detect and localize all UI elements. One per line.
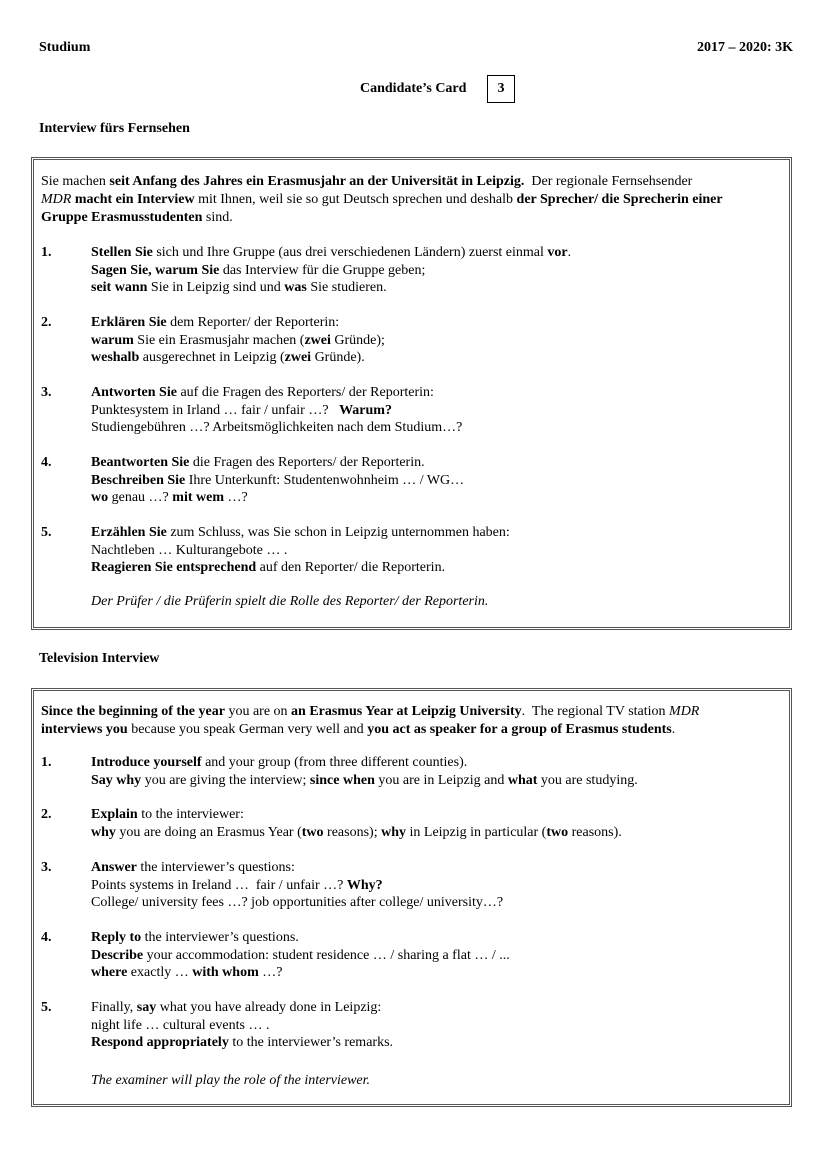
german-intro: [41, 173, 781, 227]
english-intro: [41, 703, 781, 739]
bold-text: der Sprecher/ die Sprecherin einer: [516, 192, 723, 207]
text: you are on: [224, 704, 292, 719]
bold-text: wo: [91, 490, 109, 506]
text: reasons).: [568, 824, 622, 840]
bold-text: Since the beginning of the year: [41, 704, 225, 719]
text: Gründe).: [311, 350, 365, 366]
text: Sie ein Erasmusjahr machen (: [133, 332, 305, 348]
bold-text: seit Anfang des Jahres ein Erasmusjahr an der Universität in Leipzig.: [109, 174, 525, 189]
bold-text: seit wann: [91, 280, 148, 296]
text: Sie in Leipzig sind und: [147, 280, 285, 296]
text: Der regionale Fernsehsender: [524, 174, 693, 189]
task-lines: [91, 999, 781, 1052]
text: das Interview für die Gruppe geben;: [219, 262, 426, 278]
bold-text: Answer: [91, 860, 137, 875]
text: you are in Leipzig and: [374, 772, 508, 788]
intro-line: [41, 173, 781, 191]
text: …?: [223, 490, 248, 506]
bold-text: Respond appropriately: [91, 1035, 229, 1051]
text: because you speak German very well and: [127, 722, 368, 737]
task-number: 4.: [41, 930, 52, 945]
intro-line: [41, 721, 781, 739]
english-section-title: Television Interview: [39, 651, 160, 666]
text: night life … cultural events … .: [91, 1017, 270, 1033]
task-line: [91, 754, 781, 772]
bold-text: vor: [547, 245, 568, 260]
task-lines: [91, 859, 781, 912]
task-line: [91, 419, 781, 437]
task-lines: [91, 244, 781, 297]
text: sich und Ihre Gruppe (aus drei verschiedenen Ländern) zuerst einmal: [152, 245, 548, 260]
intro-line: [41, 703, 781, 721]
bold-text: Beschreiben Sie: [91, 472, 186, 488]
task-line: [91, 964, 781, 982]
bold-text: say: [136, 1000, 157, 1015]
bold-text: mit wem: [172, 490, 224, 506]
task-line: [91, 824, 781, 842]
task-line: [91, 262, 781, 280]
bold-text: Stellen Sie: [91, 245, 153, 260]
bold-text: why: [381, 824, 406, 840]
text: what you have already done in Leipzig:: [156, 1000, 382, 1015]
bold-text: Gruppe Erasmusstudenten: [41, 210, 203, 225]
task-number: 4.: [41, 455, 52, 470]
german-card: [31, 157, 792, 630]
text: you are giving the interview;: [141, 772, 310, 788]
task-line: [91, 279, 781, 297]
task-lines: [91, 754, 781, 789]
bold-text: Why?: [346, 877, 383, 893]
bold-text: why: [91, 824, 116, 840]
task-line: [91, 384, 781, 402]
task-lines: [91, 314, 781, 367]
bold-text: Reply to: [91, 930, 142, 945]
task-line: [91, 402, 781, 420]
text: auf den Reporter/ die Reporterin.: [256, 560, 446, 576]
text: Gründe);: [330, 332, 385, 348]
text: genau …?: [108, 490, 173, 506]
bold-text: macht ein Interview: [71, 192, 195, 207]
intro-line: [41, 191, 781, 209]
header-subject: Studium: [39, 40, 91, 55]
text: .: [671, 722, 676, 737]
bold-text: zwei: [304, 332, 331, 348]
bold-text: Erzählen Sie: [91, 525, 167, 540]
text: die Fragen des Reporters/ der Reporterin.: [189, 455, 425, 470]
bold-text: Warum?: [339, 402, 392, 418]
task-number: 2.: [41, 315, 52, 330]
bold-text: Reagieren Sie entsprechend: [91, 560, 257, 576]
task-lines: [91, 454, 781, 507]
bold-text: two: [546, 824, 569, 840]
bold-text: you act as speaker for a group of Erasmus students: [367, 722, 672, 737]
task-line: [91, 877, 781, 895]
task-line: [91, 559, 781, 577]
german-section-title: Interview fürs Fernsehen: [39, 121, 190, 136]
text: Punktesystem in Irland … fair / unfair …?: [91, 402, 340, 418]
bold-text: weshalb: [91, 350, 140, 366]
text: dem Reporter/ der Reporterin:: [166, 315, 340, 330]
bold-text: two: [301, 824, 324, 840]
task-line: [91, 859, 781, 877]
task-line: [91, 894, 781, 912]
bold-text: Introduce yourself: [91, 755, 202, 770]
text: you are studying.: [537, 772, 638, 788]
text: Sie studieren.: [306, 280, 387, 296]
text: .: [567, 245, 572, 260]
task-number: 1.: [41, 245, 52, 260]
task-line: [91, 454, 781, 472]
bold-text: since when: [309, 772, 375, 788]
text: auf die Fragen des Reporters/ der Reporterin:: [176, 385, 434, 400]
task-line: [91, 349, 781, 367]
bold-text: Erklären Sie: [91, 315, 167, 330]
bold-text: an Erasmus Year at Leipzig University: [291, 704, 522, 719]
card-label: Candidate’s Card: [360, 81, 467, 96]
task-line: [91, 314, 781, 332]
bold-text: Beantworten Sie: [91, 455, 190, 470]
task-line: [91, 244, 781, 262]
bold-text: Explain: [91, 807, 138, 822]
bold-text: Describe: [91, 947, 144, 963]
task-number: 5.: [41, 525, 52, 540]
text: College/ university fees …? job opportunities after college/ university…?: [91, 895, 504, 911]
text: …?: [258, 965, 283, 981]
text: Points systems in Ireland … fair / unfair …?: [91, 877, 347, 893]
task-lines: [91, 524, 781, 577]
text: Nachtleben … Kulturangebote … .: [91, 542, 288, 558]
task-line: [91, 542, 781, 560]
text: the interviewer’s questions:: [136, 860, 295, 875]
task-lines: [91, 384, 781, 437]
task-line: [91, 332, 781, 350]
german-note: Der Prüfer / die Prüferin spielt die Rolle des Reporter/ der Reporterin.: [91, 594, 489, 609]
task-number: 5.: [41, 1000, 52, 1015]
task-line: [91, 1034, 781, 1052]
text: . The regional TV station: [521, 704, 670, 719]
english-note: The examiner will play the role of the interviewer.: [91, 1073, 371, 1088]
text: to the interviewer’s remarks.: [228, 1035, 394, 1051]
task-line: [91, 947, 781, 965]
text: exactly …: [127, 965, 193, 981]
task-line: [91, 489, 781, 507]
bold-text: Antworten Sie: [91, 385, 177, 400]
task-line: [91, 929, 781, 947]
task-number: 2.: [41, 807, 52, 822]
italic-text: MDR: [669, 704, 700, 719]
bold-text: with whom: [192, 965, 259, 981]
text: your accommodation: student residence … / sharing a flat … / ...: [143, 947, 510, 963]
task-line: [91, 524, 781, 542]
bold-text: was: [284, 280, 307, 296]
card-number: 3: [487, 75, 515, 103]
task-line: [91, 472, 781, 490]
text: Ihre Unterkunft: Studentenwohnheim … / WG…: [185, 472, 465, 488]
task-line: [91, 806, 781, 824]
task-number: 3.: [41, 860, 52, 875]
task-line: [91, 999, 781, 1017]
text: zum Schluss, was Sie schon in Leipzig unternommen haben:: [166, 525, 510, 540]
task-number: 3.: [41, 385, 52, 400]
text: Studiengebühren …? Arbeitsmöglichkeiten nach dem Studium…?: [91, 420, 463, 436]
bold-text: interviews you: [41, 722, 128, 737]
text: the interviewer’s questions.: [141, 930, 299, 945]
text: in Leipzig in particular (: [406, 824, 547, 840]
english-card: [31, 688, 792, 1107]
task-lines: [91, 929, 781, 982]
task-lines: [91, 806, 781, 841]
italic-text: MDR: [41, 192, 72, 207]
task-line: [91, 1017, 781, 1035]
text: to the interviewer:: [137, 807, 244, 822]
bold-text: what: [507, 772, 538, 788]
text: Finally,: [91, 1000, 137, 1015]
text: Sie machen: [41, 174, 110, 189]
bold-text: zwei: [284, 350, 312, 366]
text: sind.: [202, 210, 233, 225]
header-years: 2017 – 2020: 3K: [696, 40, 793, 55]
text: reasons);: [323, 824, 382, 840]
text: ausgerechnet in Leipzig (: [139, 350, 285, 366]
text: and your group (from three different counties).: [201, 755, 468, 770]
text: you are doing an Erasmus Year (: [115, 824, 302, 840]
bold-text: Say why: [91, 772, 142, 788]
text: mit Ihnen, weil sie so gut Deutsch sprechen und deshalb: [194, 192, 517, 207]
bold-text: warum: [91, 332, 134, 348]
task-number: 1.: [41, 755, 52, 770]
task-line: [91, 772, 781, 790]
bold-text: Sagen Sie, warum Sie: [91, 262, 220, 278]
intro-line: [41, 209, 781, 227]
bold-text: where: [91, 965, 128, 981]
